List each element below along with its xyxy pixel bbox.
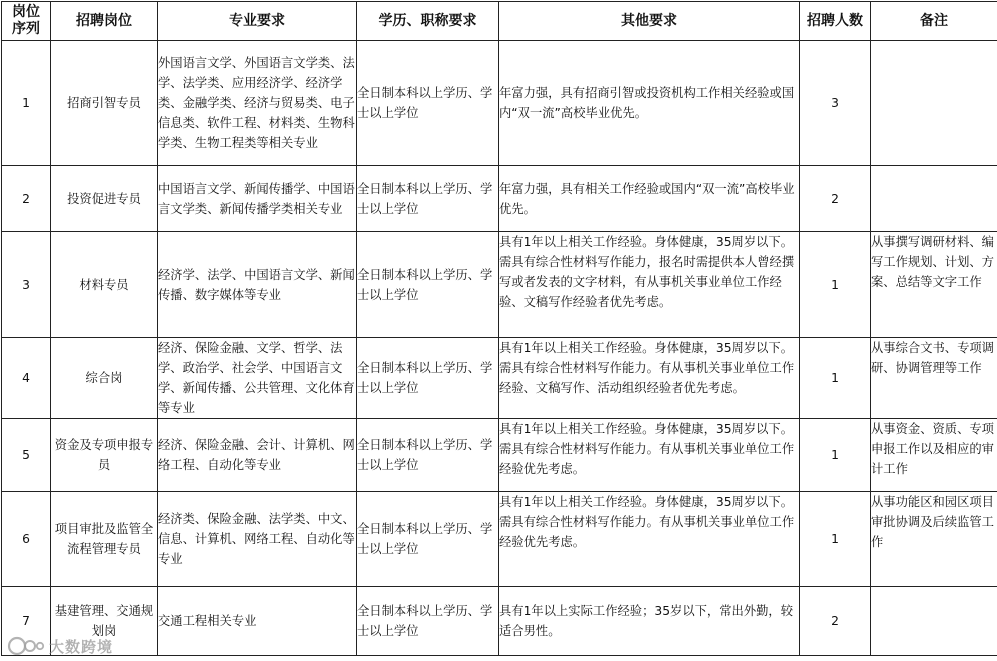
cell-other: 年富力强，具有相关工作经验或国内“双一流”高校毕业优先。 (499, 166, 800, 232)
cell-position: 材料专员 (51, 232, 158, 338)
cell-major: 经济学、法学、中国语言文学、新闻传播、数字媒体等专业 (158, 232, 357, 338)
cell-major: 中国语言文学、新闻传播学、中国语言文学类、新闻传播学类相关专业 (158, 166, 357, 232)
cell-other: 具有1年以上相关工作经验。身体健康，35周岁以下。需具有综合性材料写作能力。有从事机关事业单位工作经验优先考虑。 (499, 419, 800, 492)
cell-position: 资金及专项申报专员 (51, 419, 158, 492)
cell-remark: 从事功能区和园区项目审批协调及后续监管工作 (871, 492, 997, 587)
cell-remark (871, 41, 997, 166)
table-row (2, 232, 997, 338)
recruitment-table (1, 1, 997, 656)
cell-major: 外国语言文学、外国语言文学类、法学、法学类、应用经济学、经济学类、金融学类、经济与贸易类、电子信息类、软件工程、材料类、生物科学类、生物工程类等相关专业 (158, 41, 357, 166)
cell-other: 年富力强，具有招商引智或投资机构工作相关经验或国内“双一流”高校毕业优先。 (499, 41, 800, 166)
table-row (2, 419, 997, 492)
cell-education: 全日制本科以上学历、学士以上学位 (357, 492, 499, 587)
cell-education: 全日制本科以上学历、学士以上学位 (357, 41, 499, 166)
cell-remark (871, 587, 997, 656)
cell-position: 基建管理、交通规划岗 (51, 587, 158, 656)
cell-education: 全日制本科以上学历、学士以上学位 (357, 587, 499, 656)
cell-other: 具有1年以上相关工作经验。身体健康，35周岁以下。需具有综合性材料写作能力。有从事机关事业单位工作经验优先考虑。 (499, 492, 800, 587)
watermark-text: 大数跨境 (49, 637, 114, 656)
cell-position: 综合岗 (51, 338, 158, 419)
cell-education: 全日制本科以上学历、学士以上学位 (357, 166, 499, 232)
cell-count: 2 (800, 587, 871, 656)
cell-count: 1 (800, 492, 871, 587)
cell-major: 经济类、保险金融、法学类、中文、信息、计算机、网络工程、自动化等专业 (158, 492, 357, 587)
header-remark: 备注 (871, 2, 997, 41)
cell-education: 全日制本科以上学历、学士以上学位 (357, 232, 499, 338)
cell-seq: 7 (2, 587, 51, 656)
cell-major: 交通工程相关专业 (158, 587, 357, 656)
cell-other: 具有1年以上相关工作经验。身体健康，35周岁以下。需具有综合性材料写作能力。有从事机关事业单位工作经验、文稿写作、活动组织经验者优先考虑。 (499, 338, 800, 419)
cell-seq: 6 (2, 492, 51, 587)
cell-count: 1 (800, 338, 871, 419)
cell-seq: 4 (2, 338, 51, 419)
cell-count: 1 (800, 419, 871, 492)
header-count: 招聘人数 (800, 2, 871, 41)
cell-remark: 从事资金、资质、专项申报工作以及相应的审计工作 (871, 419, 997, 492)
cell-other: 具有1年以上相关工作经验。身体健康，35周岁以下。需具有综合性材料写作能力，报名时需提供本人曾经撰写或者发表的文字材料，有从事机关事业单位工作经验、文稿写作经验者优先考虑。 (499, 232, 800, 338)
cell-seq: 2 (2, 166, 51, 232)
cell-position: 项目审批及监管全流程管理专员 (51, 492, 158, 587)
cell-count: 2 (800, 166, 871, 232)
header-major: 专业要求 (158, 2, 357, 41)
cell-education: 全日制本科以上学历、学士以上学位 (357, 419, 499, 492)
header-other: 其他要求 (499, 2, 800, 41)
cell-seq: 3 (2, 232, 51, 338)
cell-remark: 从事综合文书、专项调研、协调管理等工作 (871, 338, 997, 419)
header-row (2, 2, 997, 41)
cell-position: 招商引智专员 (51, 41, 158, 166)
table-row (2, 587, 997, 656)
table-row (2, 492, 997, 587)
table-row (2, 338, 997, 419)
cell-major: 经济、保险金融、文学、哲学、法学、政治学、社会学、中国语言文学、新闻传播、公共管理、文化体育等专业 (158, 338, 357, 419)
cell-count: 1 (800, 232, 871, 338)
cell-remark: 从事撰写调研材料、编写工作规划、计划、方案、总结等文字工作 (871, 232, 997, 338)
cell-count: 3 (800, 41, 871, 166)
cell-remark (871, 166, 997, 232)
table-row (2, 41, 997, 166)
header-education: 学历、职称要求 (357, 2, 499, 41)
cell-seq: 5 (2, 419, 51, 492)
cell-seq: 1 (2, 41, 51, 166)
cell-major: 经济、保险金融、会计、计算机、网络工程、自动化等专业 (158, 419, 357, 492)
header-seq: 岗位序列 (2, 2, 51, 41)
cell-other: 具有1年以上实际工作经验；35岁以下，常出外勤，较适合男性。 (499, 587, 800, 656)
table-row (2, 166, 997, 232)
cell-position: 投资促进专员 (51, 166, 158, 232)
header-position: 招聘岗位 (51, 2, 158, 41)
cell-education: 全日制本科以上学历、学士以上学位 (357, 338, 499, 419)
